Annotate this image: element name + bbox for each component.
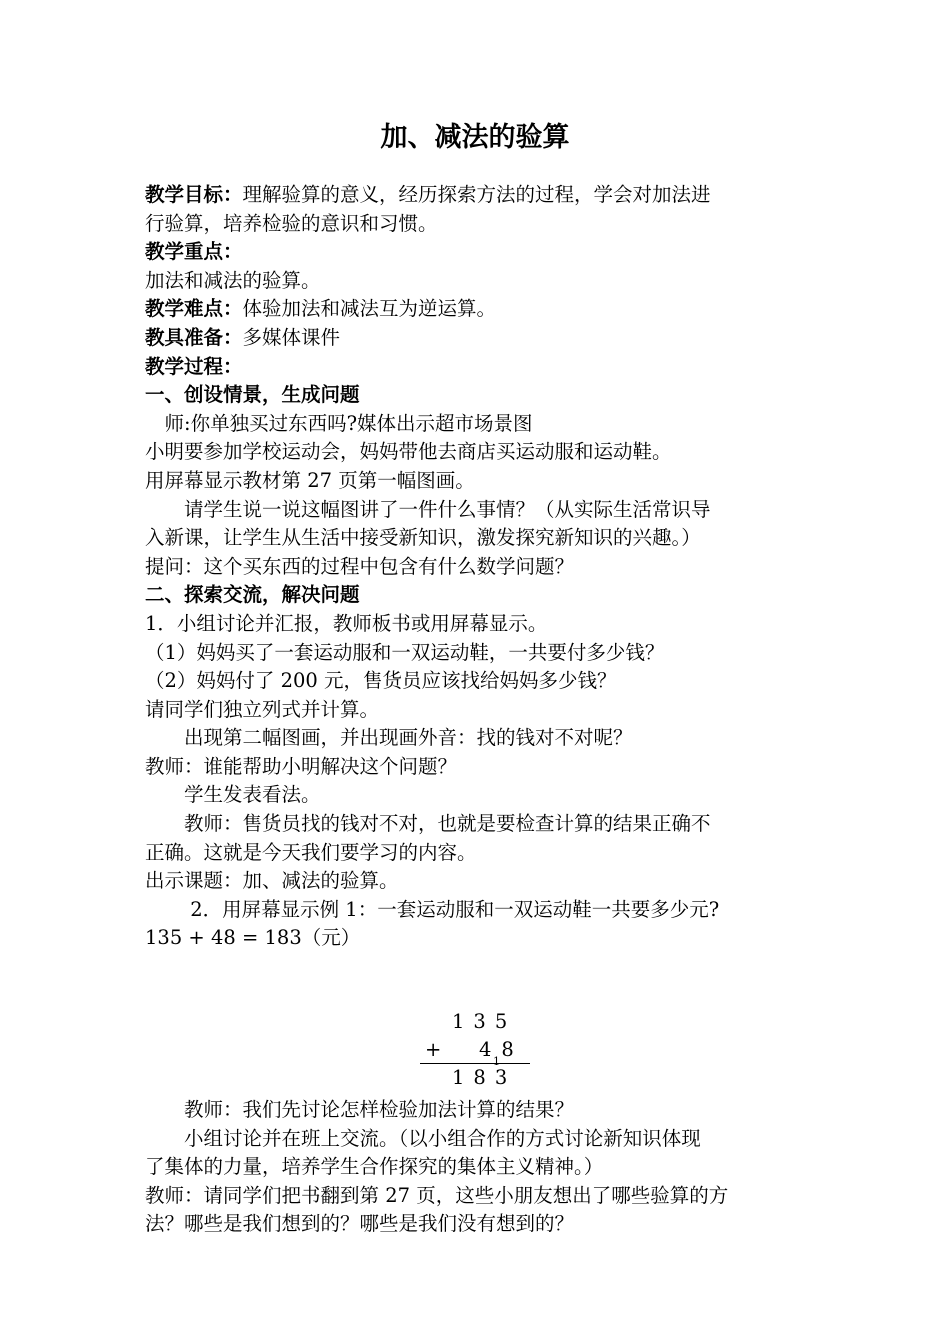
sum-result: 183: [452, 1066, 517, 1090]
section1-line: 请学生说一说这幅图讲了一件什么事情？（从实际生活常识导: [145, 497, 711, 521]
difficulty-text: 体验加法和减法互为逆运算。: [242, 297, 497, 321]
process-label: 教学过程：: [145, 354, 243, 378]
plus-sign: +: [425, 1038, 442, 1062]
document-body: [145, 181, 815, 1239]
section3-line: 法？哪些是我们想到的？哪些是我们没有想到的？: [145, 1212, 575, 1236]
section3-line: 教师：我们先讨论怎样检验加法计算的结果？: [145, 1098, 575, 1122]
section2-line: 2．用屏幕显示例 1：一套运动服和一双运动鞋一共要多少元?: [145, 897, 720, 921]
tools-label: 教具准备：: [145, 325, 243, 349]
addend-1: 135: [452, 1010, 517, 1034]
vertical-addition: [145, 1010, 815, 1096]
addend-2-tens: 4: [479, 1038, 494, 1062]
section1-line: 提问：这个买东西的过程中包含有什么数学问题？: [145, 554, 575, 578]
section2-line: （1）妈妈买了一套运动服和一双运动鞋，一共要付多少钱？: [145, 640, 665, 664]
section2-line: 学生发表看法。: [145, 783, 321, 807]
section2-heading: 二、探索交流，解决问题: [145, 583, 360, 607]
section2-line: 教师：售货员找的钱对不对，也就是要检查计算的结果正确不: [145, 812, 711, 836]
page-title: 加、减法的验算: [380, 122, 570, 153]
tools-line: [145, 324, 815, 353]
section1-line: 小明要参加学校运动会，妈妈带他去商店买运动服和运动鞋。: [145, 440, 672, 464]
tools-text: 多媒体课件: [242, 325, 341, 349]
section1-heading: 一、创设情景，生成问题: [145, 383, 360, 407]
carry-digit: 1: [493, 1055, 500, 1069]
section1-line: 入新课，让学生从生活中接受新知识，激发探究新知识的兴趣。）: [145, 526, 701, 550]
section1-line: 用屏幕显示教材第 27 页第一幅图画。: [145, 468, 475, 492]
objective-text-1: 理解验算的意义，经历探索方法的过程，学会对加法进: [242, 183, 711, 206]
difficulty-line: [145, 295, 815, 324]
section2-line: 出现第二幅图画，并出现画外音：找的钱对不对呢？: [145, 726, 633, 750]
addend-2-ones: 8: [501, 1038, 516, 1062]
focus-text: 加法和减法的验算。: [145, 268, 321, 292]
section2-line: 请同学们独立列式并计算。: [145, 697, 380, 721]
section2-line: 出示课题：加、减法的验算。: [145, 869, 399, 893]
objective-label: 教学目标：: [145, 183, 243, 206]
spacer: [145, 953, 815, 1010]
section3-line: 小组讨论并在班上交流。（以小组合作的方式讨论新知识体现: [145, 1126, 701, 1150]
section2-line: 135 + 48 = 183（元）: [145, 926, 361, 950]
section2-line: 正确。这就是今天我们要学习的内容。: [145, 840, 477, 864]
section2-line: 1．小组讨论并汇报，教师板书或用屏幕显示。: [145, 611, 548, 635]
section2-line: 教师：谁能帮助小明解决这个问题？: [145, 754, 458, 778]
objective-line-1: [145, 181, 815, 210]
section3-line: 了集体的力量，培养学生合作探究的集体主义精神。）: [145, 1155, 604, 1179]
section3-line: 教师：请同学们把书翻到第 27 页，这些小朋友想出了哪些验算的方: [145, 1183, 729, 1207]
objective-line-2: 行验算，培养检验的意识和习惯。: [145, 211, 438, 235]
section2-line: （2）妈妈付了 200 元，售货员应该找给妈妈多少钱？: [145, 669, 617, 693]
focus-label: 教学重点：: [145, 240, 243, 264]
difficulty-label: 教学难点：: [145, 297, 243, 321]
section1-line: 师:你单独买过东西吗?媒体出示超市场景图: [145, 411, 533, 435]
